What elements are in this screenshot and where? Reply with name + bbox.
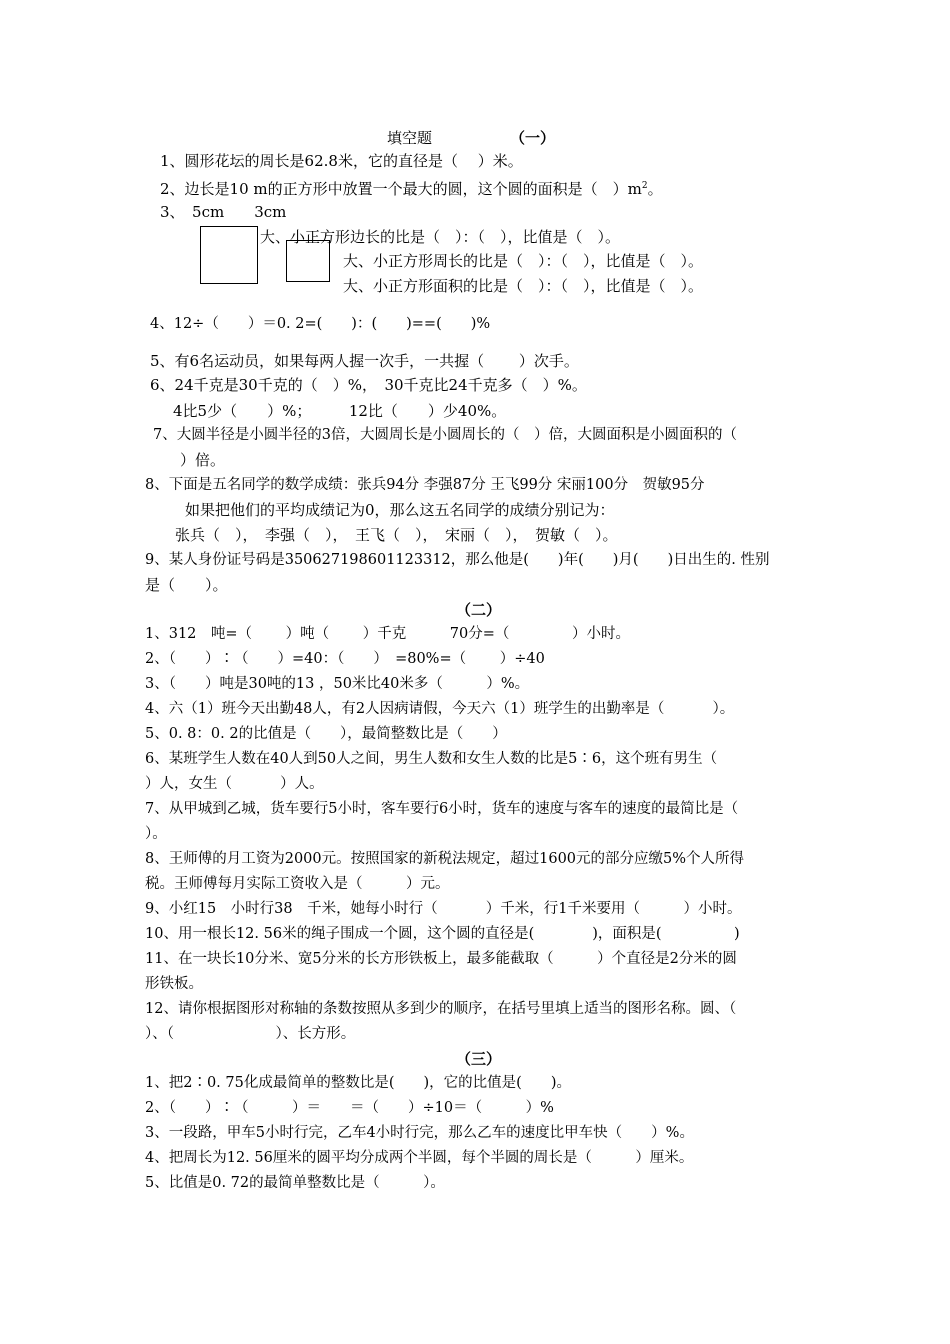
s2-question-4: 4、六（1）班今天出勤48人，有2人因病请假，今天六（1）班学生的出勤率是（ ）。 (145, 701, 735, 717)
s1-question-8: 8、下面是五名同学的数学成绩：张兵94分 李强87分 王飞99分 宋丽100分 贺敏95分 (145, 477, 705, 493)
s2-question-11: 11、在一块长10分米、宽5分米的长方形铁板上，最多能截取（ ）个直径是2分米的圆 (145, 951, 737, 967)
s1-question-6: 6、24千克是30千克的（ ）%， 30千克比24千克多（ ）%。 (150, 376, 587, 394)
s1-question-4: 4、12÷（ ）＝0. 2=( )：( )==( )% (150, 316, 491, 332)
s2-question-8-cont: 税。王师傅每月实际工资收入是（ ）元。 (145, 876, 450, 892)
section-2-heading: （二） (456, 601, 502, 619)
s1-question-5: 5、有6名运动员，如果每两人握一次手，一共握（ ）次手。 (150, 352, 579, 370)
s1-question-2: 2、边长是10 m的正方形中放置一个最大的圆，这个圆的面积是（ ）$m^2$。 (160, 180, 663, 198)
s1-question-7: 7、大圆半径是小圆半径的3倍，大圆周长是小圆周长的（ ）倍，大圆面积是小圆面积的（ (153, 427, 737, 443)
s2-question-1: 1、312 吨=（ ）吨（ ）千克 70分=（ ）小时。 (145, 626, 630, 642)
s1-question-7-cont: ）倍。 (180, 451, 226, 469)
s3-question-2: 2、（ ）∶（ ）＝ ＝（ ）÷10＝（ ）% (145, 1100, 554, 1116)
s3-question-5: 5、比值是0. 72的最简单整数比是（ ）。 (145, 1175, 445, 1191)
s2-question-12-cont: ）、（ ）、长方形。 (145, 1026, 356, 1042)
s3-question-1: 1、把2∶0. 75化成最简单的整数比是( )，它的比值是( )。 (145, 1075, 571, 1091)
s1-question-3-labels: 3、 5cm 3cm (160, 203, 287, 221)
s2-question-2: 2、（ ）∶（ ）=40：（ ） =80%=（ ）÷40 (145, 651, 545, 667)
s2-question-6: 6、某班学生人数在40人到50人之间，男生人数和女生人数的比是5∶6，这个班有男生（ (145, 751, 718, 767)
s2-question-5: 5、0. 8：0. 2的比值是（ ），最简整数比是（ ） (145, 726, 507, 742)
s3-question-3: 3、一段路，甲车5小时行完，乙车4小时行完，那么乙车的速度比甲车快（ ）%。 (145, 1125, 694, 1141)
s2-question-11-cont: 形铁板。 (145, 976, 203, 992)
s3-question-4: 4、把周长为12. 56厘米的圆平均分成两个半圆，每个半圆的周长是（ ）厘米。 (145, 1150, 694, 1166)
large-square-figure (200, 226, 258, 284)
s1-question-1: 1、圆形花坛的周长是62.8米，它的直径是（ ）米。 (160, 152, 523, 170)
s2-question-3: 3、（ ）吨是30吨的13 ，50米比40米多（ ）%。 (145, 676, 530, 692)
section-1-heading: （一） (510, 129, 556, 147)
s2-question-9: 9、小红15 小时行38 千米，她每小时行（ ）千米，行1千米要用（ ）小时。 (145, 901, 742, 917)
s1-question-6-part-2: 4比5少（ ）%； 12比（ ）少40%。 (173, 402, 507, 420)
section-3-heading: （三） (456, 1050, 502, 1068)
s1-question-9-cont: 是（ ）。 (145, 576, 228, 594)
s2-question-12: 12、请你根据图形对称轴的条数按照从多到少的顺序，在括号里填上适当的图形名称。圆、（ (145, 1001, 737, 1017)
s1-question-3-area-ratio: 大、小正方形面积的比是（ ）：（ ），比值是（ ）。 (343, 277, 704, 295)
s2-question-6-cont: ）人，女生（ ）人。 (145, 776, 324, 792)
s1-question-8-answers: 张兵（ ）， 李强（ ）， 王飞（ ）， 宋丽（ ）， 贺敏（ ）。 (175, 526, 618, 544)
s2-question-8: 8、王师傅的月工资为2000元。按照国家的新税法规定，超过1600元的部分应缴5%个人所得 (145, 851, 745, 867)
s2-question-7: 7、从甲城到乙城，货车要行5小时，客车要行6小时，货车的速度与客车的速度的最简比是（ (145, 801, 739, 817)
s2-question-10: 10、用一根长12. 56米的绳子围成一个圆，这个圆的直径是( )，面积是( ) (145, 926, 740, 942)
worksheet-title: 填空题 (387, 129, 433, 147)
s1-question-3-perimeter-ratio: 大、小正方形周长的比是（ ）：（ ），比值是（ ）。 (343, 252, 704, 270)
s1-question-8-instruction: 如果把他们的平均成绩记为0，那么这五名同学的成绩分别记为： (185, 501, 615, 519)
s2-question-7-cont: ）。 (145, 826, 167, 842)
s1-question-9: 9、某人身份证号码是350627198601123312，那么他是( )年( )月( )日出生的. 性别 (145, 552, 770, 568)
s1-question-3-side-ratio: 大、小正方形边长的比是（ ）：（ ），比值是（ ）。 (260, 228, 621, 246)
